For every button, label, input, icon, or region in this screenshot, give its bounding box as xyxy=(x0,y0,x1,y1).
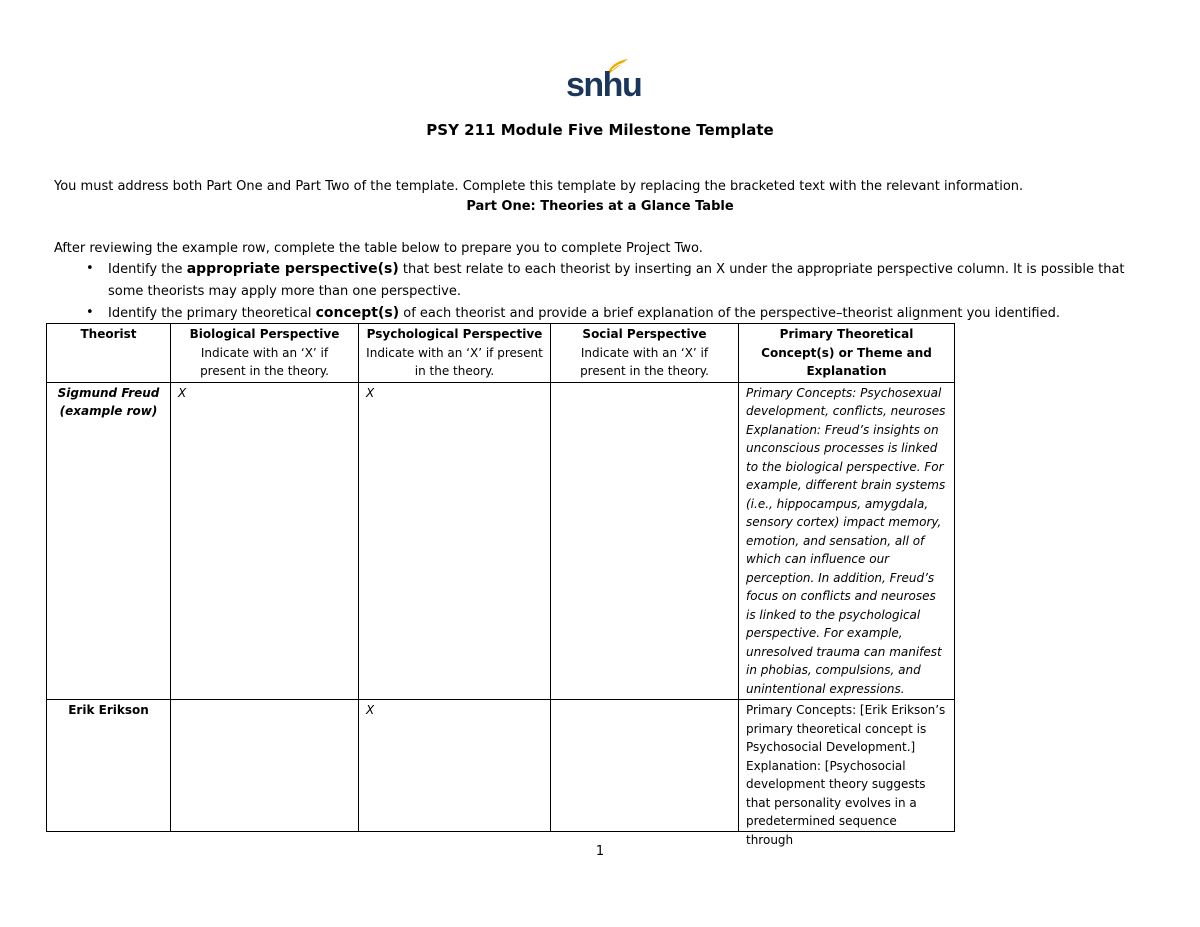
bullet-marker: • xyxy=(86,305,94,320)
logo-text: snhu xyxy=(566,66,642,104)
cell-social[interactable] xyxy=(551,700,739,832)
cell-theorist: Erik Erikson xyxy=(47,700,171,832)
theories-table xyxy=(46,323,955,847)
intro-text: You must address both Part One and Part Two of the template. Complete this template by replacing the bracketed text with the relevant information. xyxy=(54,179,1024,194)
table-row xyxy=(47,382,955,700)
cell-biological[interactable] xyxy=(171,700,359,832)
cell-psychological[interactable]: X xyxy=(359,382,551,700)
document-title: PSY 211 Module Five Milestone Template xyxy=(426,121,774,139)
review-instruction: After reviewing the example row, complete the table below to prepare you to complete Project Two. xyxy=(54,241,703,256)
table-header-row xyxy=(47,324,955,383)
header-concept: Primary Theoretical Concept(s) or Theme and Explanation xyxy=(739,324,955,383)
bullet-marker: • xyxy=(86,261,94,276)
header-social: Social Perspective Indicate with an ‘X’ if present in the theory. xyxy=(551,324,739,383)
page-number: 1 xyxy=(595,844,605,859)
header-theorist: Theorist xyxy=(47,324,171,383)
cell-concept[interactable] xyxy=(739,700,955,847)
snhu-logo xyxy=(566,58,642,104)
bullet-1-line-2: some theorists may apply more than one perspective. xyxy=(108,284,462,299)
cell-concept[interactable]: Primary Concepts: Psychosexual development, conflicts, neuroses Explanation: Freud’s insights on unconscious processes is linked to the biological perspective. For example, different brain systems (i.e., hippocampus, amygdala, sensory cortex) impact memory, emotion, and sensation, all of which can influence our perception. In addition, Freud’s focus on conflicts and neuroses is linked to the psychological perspective. For example, unresolved trauma can manifest in phobias, compulsions, and unintentional expressions. xyxy=(739,382,955,700)
cell-social[interactable] xyxy=(551,382,739,700)
bullet-2: Identify the primary theoretical concept(s) of each theorist and provide a brief explanation of the perspective–theorist alignment you identified. xyxy=(108,305,1060,321)
part-one-heading: Part One: Theories at a Glance Table xyxy=(466,199,734,214)
cell-theorist: Sigmund Freud (example row) xyxy=(47,382,171,700)
concept-text: Primary Concepts: [Erik Erikson’s primary theoretical concept is Psychosocial Development.] Explanation: [Psychosocial development theory suggests that personality evolves in a predetermined sequence through xyxy=(746,703,946,847)
cell-biological[interactable]: X xyxy=(171,382,359,700)
table-row xyxy=(47,700,955,832)
header-psychological: Psychological Perspective Indicate with an ‘X’ if present in the theory. xyxy=(359,324,551,383)
cell-psychological[interactable]: X xyxy=(359,700,551,832)
header-biological: Biological Perspective Indicate with an ‘X’ if present in the theory. xyxy=(171,324,359,383)
bullet-1-line-1: Identify the appropriate perspective(s) that best relate to each theorist by inserting an X under the appropriate perspective column. It is possible that xyxy=(108,261,1125,277)
